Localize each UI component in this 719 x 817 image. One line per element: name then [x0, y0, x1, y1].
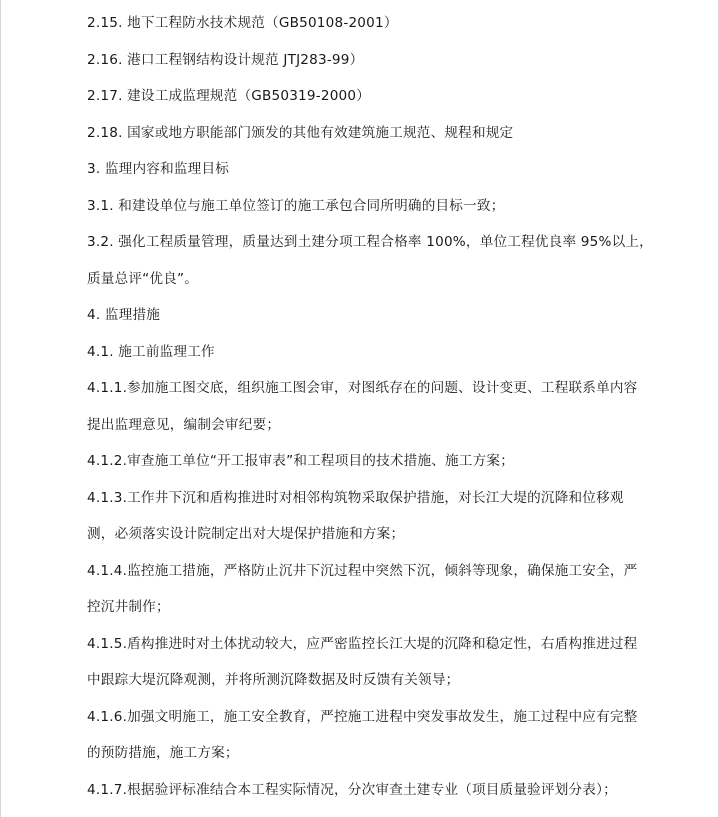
text-line-4-1-5-cont: 中跟踪大堤沉降观测，并将所测沉降数据及时反馈有关领导； [87, 672, 460, 688]
section-heading-3: 3. 监理内容和监理目标 [87, 161, 230, 177]
text-line-4-1-7: 4.1.7.根据验评标准结合本工程实际情况，分次审查土建专业（项目质量验评划分表）； [87, 781, 617, 798]
document-body [87, 10, 677, 813]
text-line-4-1-1: 4.1.1.参加施工图交底，组织施工图会审，对图纸存在的问题、设计变更、工程联系单内容 [87, 380, 638, 396]
text-line-3-1: 3.1. 和建设单位与施工单位签订的施工承包合同所明确的目标一致； [87, 197, 505, 214]
section-heading-4: 4. 监理措施 [87, 307, 161, 323]
text-line-4-1-4: 4.1.4.监控施工措施，严格防止沉井下沉过程中突然下沉，倾斜等现象，确保施工安全，严 [87, 562, 638, 579]
text-line-3-2: 3.2. 强化工程质量管理，质量达到土建分项工程合格率 100%，单位工程优良率 95%以上， [87, 234, 653, 250]
text-line-4-1-2: 4.1.2.审查施工单位“开工报审表”和工程项目的技术措施、施工方案； [87, 453, 515, 469]
text-line-4-1-6: 4.1.6.加强文明施工，施工安全教育，严控施工进程中突发事故发生，施工过程中应有完整 [87, 708, 638, 725]
text-line-4-1-4-cont: 控沉井制作； [87, 599, 170, 615]
text-line-2-15: 2.15. 地下工程防水技术规范（GB50108-2001） [87, 15, 398, 31]
page-left-edge [0, 0, 1, 817]
text-line-3-2-cont: 质量总评“优良”。 [87, 270, 199, 287]
subsection-heading-4-1: 4.1. 施工前监理工作 [87, 343, 215, 360]
text-line-4-1-6-cont: 的预防措施，施工方案； [87, 745, 239, 761]
text-line-2-17: 2.17. 建设工成监理规范（GB50319-2000） [87, 88, 371, 104]
text-line-4-1-5: 4.1.5.盾构推进时对土体扰动较大，应严密监控长江大堤的沉降和稳定性，右盾构推进过程 [87, 635, 638, 652]
text-line-4-1-1-cont: 提出监理意见，编制会审纪要； [87, 416, 281, 433]
text-line-2-18: 2.18. 国家或地方职能部门颁发的其他有效建筑施工规范、规程和规定 [87, 124, 514, 141]
text-line-4-1-3: 4.1.3.工作井下沉和盾构推进时对相邻构筑物采取保护措施，对长江大堤的沉降和位移观 [87, 489, 624, 506]
text-line-2-16: 2.16. 港口工程钢结构设计规范 JTJ283-99） [87, 51, 364, 68]
text-line-4-1-3-cont: 测，必须落实设计院制定出对大堤保护措施和方案； [87, 526, 405, 542]
